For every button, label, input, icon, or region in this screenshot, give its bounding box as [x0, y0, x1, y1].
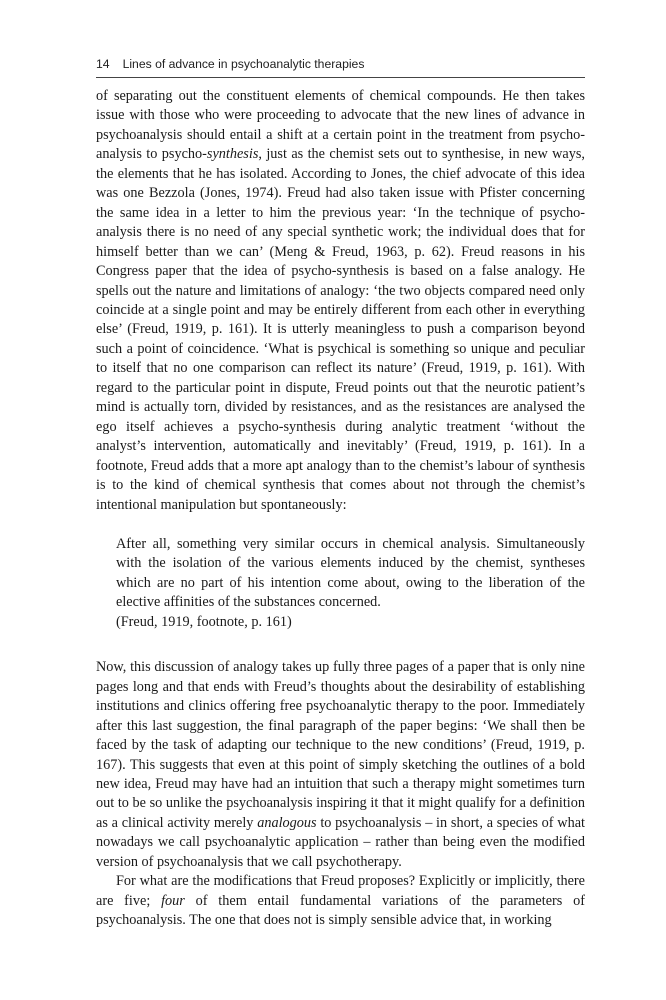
page-number: 14	[96, 57, 110, 71]
header-rule	[96, 77, 585, 78]
paragraph-1-part-a: of separating out the constituent elements of chemical compounds. He then takes issue with those who were proceeding to advocate that the new lines of advance in psychoanalysis should entail a shift at a certain point in the treatment from psycho-analysis to psycho-	[96, 88, 585, 163]
paragraph-3	[96, 872, 585, 930]
paragraph-2-part-a: Now, this discussion of analogy takes up fully three pages of a paper that is only nine pages long and that ends with Freud’s thoughts about the desirability of establishing institutions and clinics offering free psychoanalytic therapy to the poor. Immediately after this last suggestion, the final paragraph of the paper begins: ‘We shall then be faced by the task of adapting our technique to the new conditions’ (Freud, 1919, p. 167). This suggests that even at this point of simply sketching the outlines of a bold new idea, Freud may have had an intuition that such a therapy might sometimes turn out to be so unlike the psychoanalysis inspiring it that it might qualify for a definition as a clinical activity merely	[96, 659, 585, 831]
running-head	[96, 57, 585, 71]
paragraph-1-part-c: , just as the chemist sets out to synthesise, in new ways, the elements that he has isolated. According to Jones, the chief advocate of this idea was one Bezzola (Jones, 1974). Freud had also taken issue with Pfister concerning the same idea in a letter to him the previous year: ‘In the technique of psycho-analysis there is no need of any special synthetic work; the individual does that for himself better than we can’ (Meng & Freud, 1963, p. 62). Freud reasons in his Congress paper that the idea of psycho-synthesis is based on a false analogy. He spells out the nature and limitations of analogy: ‘the two objects compared need only coincide at a single point and may be entirely different from each other in everything else’ (Freud, 1919, p. 161). It is utterly meaningless to push a comparison beyond such a point of coincidence. ‘What is psychical is something so unique and peculiar to itself that no one comparison can reflect its nature’ (Freud, 1919, p. 161). With regard to the particular point in dispute, Freud points out that the neurotic patient’s mind is actually torn, divided by resistances, and as the resistances are analysed the ego itself achieves a psycho-synthesis during analytic treatment ‘without the analyst’s intervention, automatically and inevitably’ (Freud, 1919, p. 161). In a footnote, Freud adds that a more apt analogy than to the chemist’s labour of synthesis is to the kind of chemical synthesis that comes about not through the chemist’s intentional manipulation but spontaneously:	[96, 146, 585, 513]
block-quote-citation: (Freud, 1919, footnote, p. 161)	[116, 613, 292, 630]
paragraph-1-emphasis: synthesis	[206, 146, 259, 163]
paragraph-2	[96, 658, 585, 872]
body-text	[96, 87, 585, 931]
running-head-title: Lines of advance in psychoanalytic therapies	[122, 57, 365, 71]
block-quote-text: After all, something very similar occurs in chemical analysis. Simultaneously with the isolation of the various elements induced by the chemist, syntheses which are no part of his intention come about, owing to the liberation of the elective affinities of the substances concerned.	[116, 535, 585, 611]
paragraph-2-part-c: to psychoanalysis – in short, a species of what nowadays we call psychoanalytic application – rather than being even the modified version of psychoanalysis that we call psychotherapy.	[96, 814, 585, 870]
paragraph-3-part-a: For what are the modifications that Freud proposes? Explicitly or implicitly, there are five;	[96, 873, 585, 909]
block-quote	[116, 535, 585, 632]
paragraph-2-emphasis: analogous	[257, 814, 317, 831]
paragraph-3-emphasis: four	[161, 892, 185, 909]
paragraph-1	[96, 87, 585, 515]
paragraph-3-part-c: of them entail fundamental variations of the parameters of psychoanalysis. The one that does not is simply sensible advice that, in working	[96, 892, 585, 929]
